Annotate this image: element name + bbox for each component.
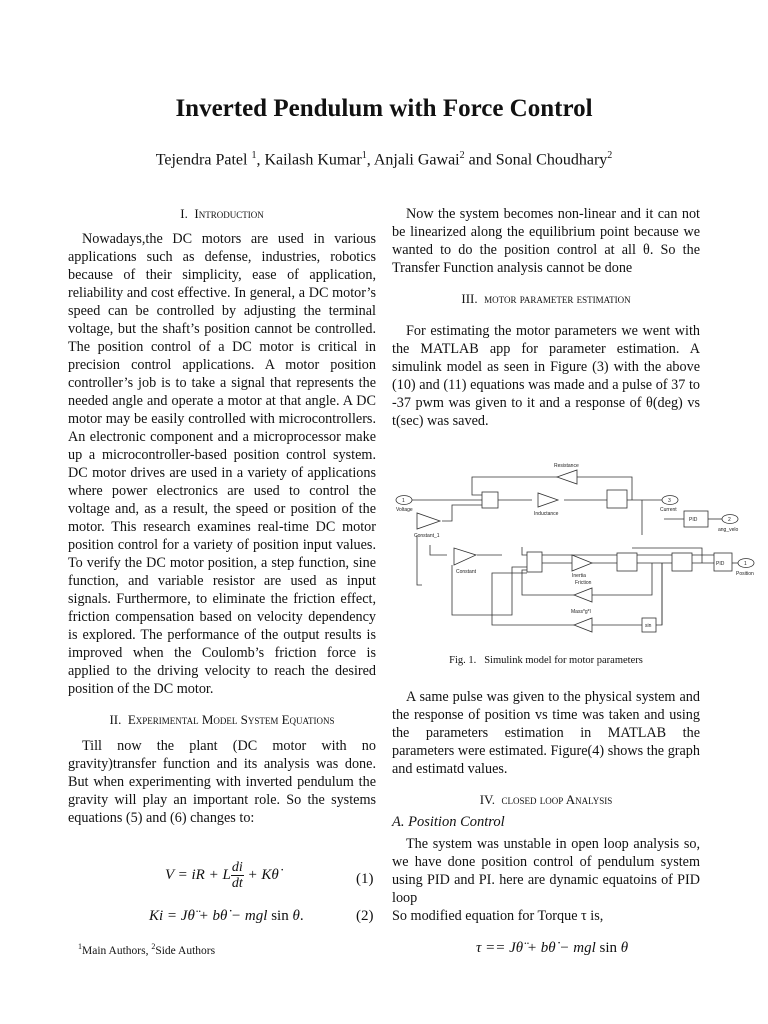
label-out2: 2 xyxy=(728,517,731,523)
intro-paragraph: Nowadays,the DC motors are used in various applications such as defense, industries, robotics because of their simplicity, ease of application, reliability and cost effective. In general, a DC motor’s speed can be controlled by adjusting the terminal voltage, but the shaft’s position cannot be controlled. The position control of a DC motor is critical in precision control applications. A motor position controller’s job is to take a signal that represents the needed angle and operate a motor at that angle. A DC motor may be easily controlled with microcontrollers. An electronic component and a microprocessor make up a microcontroller-based position control system. DC motor drives are used in a variety of applications where power electronics are used to control the voltage and, as a result, the speed or position of the motor. This research examines real-time DC motor position control for a variety of position input values. To verify the DC motor position, a step function, sine function, and variable resistor are used as input signals. Furthermore, to eliminate the friction effect, friction compensation based on velocity dependency is explored. The performance of the output results is improved when the Coulomb’s friction force is applied to the driving velocity to reach the desired position of the DC motor. xyxy=(68,231,376,697)
author-3: Anjali Gawai xyxy=(373,151,460,169)
model-paragraph: Till now the plant (DC motor with no gravity)transfer function and its analysis was done. But when experimenting with inverted pendulum the gravity will play an important role. So the systems equations (5) and (6) changes to: xyxy=(68,738,376,826)
position-control-paragraph: The system was unstable in open loop analysis so, we have done position control of pendulum system using PID and PI. here are dynamic equatoins of PID loop xyxy=(392,836,700,906)
label-in1: 1 xyxy=(402,498,405,504)
author-4-mark: 2 xyxy=(607,150,613,161)
label-pid-bottom: PID xyxy=(716,561,725,567)
nonlinear-paragraph: Now the system becomes non-linear and it can not be linearized along the equilibrium point because we wanted to do the position control at all θ. So the Transfer Function analysis cannot be done xyxy=(392,206,700,276)
equation-2-number: (2) xyxy=(356,908,374,924)
label-mass-g-l: Mass*g*l xyxy=(571,609,591,615)
author-3-mark: 2 xyxy=(459,150,465,161)
simulink-diagram xyxy=(392,455,760,645)
author-2: Kailash Kumar xyxy=(264,151,362,169)
figure-caption: Fig. 1. Simulink model for motor parameters xyxy=(449,655,643,666)
equation-1: V = iR + L $\frac{di}{dt}$ + Kθ̇ xyxy=(165,860,279,891)
label-position: Position xyxy=(736,571,754,577)
label-constant: Constant xyxy=(456,569,477,575)
estimation-paragraph: For estimating the motor parameters we went with the MATLAB app for parameter estimation. A simulink model as seen in Figure (3) with the above (10) and (11) equations was made and a pulse of 37 to -37 pwm was given to it and a response of θ(deg) vs t(sec) was saved. xyxy=(392,323,700,429)
right-column-lower xyxy=(392,688,700,925)
label-out1: 1 xyxy=(744,561,747,567)
equation-1-number: (1) xyxy=(356,871,374,887)
author-4: Sonal Choudhary xyxy=(495,151,608,169)
author-list: Tejendra Patel $^1$, Kailash Kumar$^1$, Anjali Gawai$^2$ and Sonal Choudhary$^2$ xyxy=(155,150,613,169)
torque-line: So modified equation for Torque τ is, xyxy=(392,908,604,924)
label-inductance: Inductance xyxy=(534,511,559,517)
footnote: $^1$Main Authors, $^2$Side Authors xyxy=(78,942,216,957)
label-voltage: Voltage xyxy=(396,507,413,513)
author-1: Tejendra Patel xyxy=(155,151,248,169)
right-column xyxy=(392,205,700,430)
label-pid-top: PID xyxy=(689,517,698,523)
label-constant1: Constant_1 xyxy=(414,533,440,539)
label-resistance: Resistance xyxy=(554,463,579,469)
left-column xyxy=(68,205,376,827)
torque-equation: τ == Jθ̈ + bθ̇ − mgl sin θ xyxy=(476,940,629,956)
results-paragraph: A same pulse was given to the physical system and the response of position vs time was taken and using the parameters estimation in MATLAB the parameters were estimated. Figure(4) shows the graph and estimatd values. xyxy=(392,689,700,777)
section-4-heading: IV. closed loop Analysis xyxy=(479,792,613,807)
equation-2: Ki = Jθ̈ + bθ̇ − mgl sin θ. xyxy=(149,908,304,924)
author-2-mark: 1 xyxy=(361,150,367,161)
section-1-heading: I. Introduction xyxy=(180,206,264,221)
section-3-heading: III. motor parameter estimation xyxy=(461,291,631,306)
label-ang-velo: ang_velo xyxy=(718,527,739,533)
subsection-4a-heading: A. Position Control xyxy=(392,814,505,830)
label-current: Current xyxy=(660,507,677,513)
author-1-mark: 1 xyxy=(251,150,257,161)
section-2-heading: II. Experimental Model System Equations xyxy=(109,712,335,727)
label-inertia: Inertia xyxy=(572,573,586,579)
paper-title: Inverted Pendulum with Force Control xyxy=(175,95,593,122)
label-sin: sin xyxy=(645,623,652,629)
label-friction: Friction xyxy=(575,580,592,586)
label-out3: 3 xyxy=(668,498,671,504)
